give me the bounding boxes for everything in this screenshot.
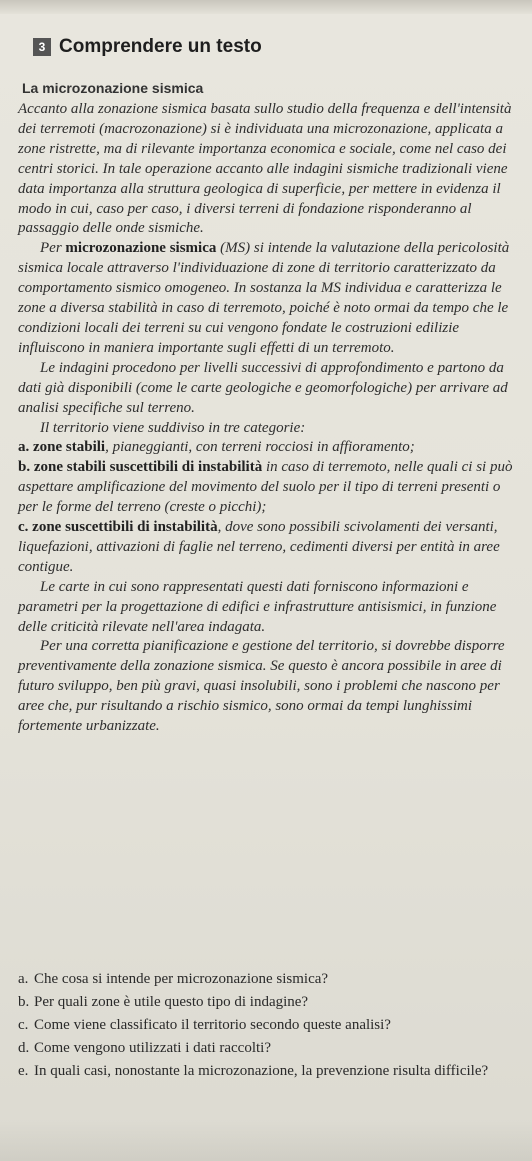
- question-item: [18, 1014, 518, 1037]
- question-item: [18, 1060, 518, 1083]
- question-text: Per quali zone è utile questo tipo di indagine?: [34, 994, 309, 1010]
- question-item: [18, 968, 518, 991]
- category-label: b. zone stabili suscettibili di instabilità: [18, 459, 263, 476]
- category-label: a. zone stabili: [18, 439, 106, 456]
- question-letter: a.: [18, 971, 29, 987]
- exercise-title: Comprendere un testo: [59, 36, 262, 57]
- paragraph: [18, 100, 523, 239]
- paragraph: [18, 419, 523, 439]
- question-letter: b.: [18, 994, 30, 1010]
- question-text: Che cosa si intende per microzonazione sismica?: [34, 971, 329, 987]
- category-text: , dove sono possibili scivolamenti dei versanti, liquefazioni, attivazioni di faglie nel terreno, cedimenti diversi per entità in aree contigue.: [18, 519, 500, 575]
- paragraph: [18, 239, 523, 358]
- question-item: [18, 1037, 518, 1060]
- paragraph: [18, 637, 523, 737]
- key-term: microzonazione sismica: [65, 240, 217, 257]
- reading-title: La microzonazione sismica: [22, 80, 204, 96]
- page-top-edge: [0, 0, 532, 14]
- category-text: in caso di terremoto, nelle quali ci si può aspettare amplificazione del movimento del suolo per il tipo di terreni presenti o per le forme del terreno (creste o picchi);: [18, 459, 513, 516]
- exercise-header: [33, 36, 262, 58]
- questions-list: [18, 968, 518, 1083]
- category-item: [18, 438, 523, 458]
- category-label: c. zone suscettibili di instabilità: [18, 519, 218, 536]
- category-item: [18, 458, 523, 518]
- paragraph-text: Le carte in cui sono rappresentati questi dati forniscono informazioni e parametri per la progettazione di edifici e infrastrutture antisismici, in funzione delle criticità rilevate nell'area indagata.: [18, 578, 497, 635]
- question-text: In quali casi, nonostante la microzonazione, la prevenzione risulta difficile?: [34, 1063, 489, 1079]
- paragraph-text: Le indagini procedono per livelli successivi di approfondimento e partono da dati già disponibili (come le carte geologiche e geomorfologiche) per arrivare ad analisi specifiche sul terreno.: [18, 359, 508, 416]
- category-item: [18, 518, 523, 578]
- question-letter: c.: [18, 1017, 29, 1033]
- question-text: Come viene classificato il territorio secondo queste analisi?: [34, 1017, 391, 1033]
- question-letter: d.: [18, 1040, 30, 1056]
- question-text: Come vengono utilizzati i dati raccolti?: [34, 1040, 272, 1056]
- reading-text: [18, 100, 523, 737]
- question-letter: e.: [18, 1063, 29, 1079]
- paragraph-text: Per: [40, 240, 66, 257]
- page-shadow: [0, 1121, 532, 1161]
- paragraph-text: Accanto alla zonazione sismica basata sullo studio della frequenza e dell'intensità dei terremoti (macrozonazione) si è individuata una microzonazione, applicata a zone ristrette, ma di rilevante importanza economica e sociale, come nel caso dei centri storici. In tale operazione accanto alle indagini sismiche tradizionali viene data importanza alla struttura geologica di superficie, per mettere in evidenza il modo in cui, caso per caso, i diversi terreni di fondazione risponderanno al passaggio delle onde sismiche.: [18, 101, 512, 237]
- paragraph: [18, 578, 523, 638]
- paragraph-text: Per una corretta pianificazione e gestione del territorio, si dovrebbe disporre preventivamente della zonazione sismica. Se questo è ancora possibile in aree di futuro sviluppo, ben più gravi, quasi insolubili, sono i problemi che nascono per aree che, pur risultando a rischio sismico, sono ormai da tempi lunghissimi fortemente urbanizzate.: [18, 638, 505, 735]
- category-text: , pianeggianti, con terreni rocciosi in affioramento;: [105, 439, 415, 456]
- question-item: [18, 991, 518, 1014]
- paragraph-text: (MS) si intende la valutazione della pericolosità sismica locale attraverso l'individuazione di zone di territorio caratterizzato da comportamento sismico omogeneo. In sostanza la MS individua e caratterizza le zone a diversa stabilità in caso di terremoto, poiché è noto ormai da tempo che le condizioni locali dei terreni su cui vengono fondate le costruzioni edilizie influiscono in maniera importante sugli effetti di un terremoto.: [18, 240, 510, 356]
- paragraph-text: Il territorio viene suddiviso in tre categorie:: [40, 419, 306, 436]
- paragraph: [18, 359, 523, 419]
- exercise-number-badge: 3: [33, 38, 51, 56]
